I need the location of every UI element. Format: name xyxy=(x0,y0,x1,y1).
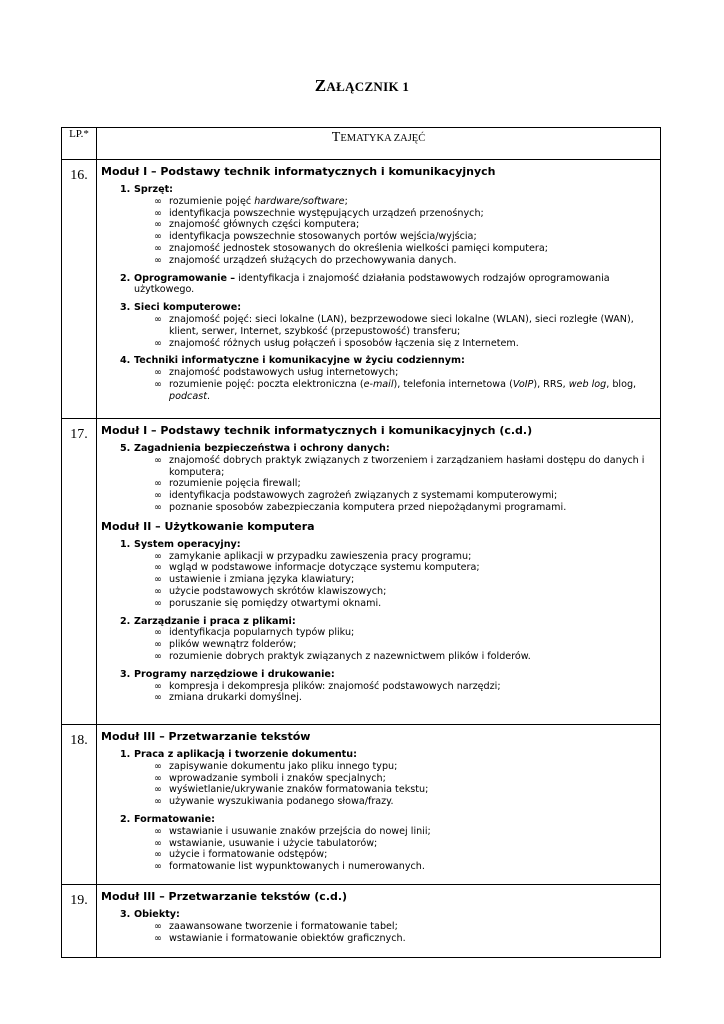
table-row xyxy=(62,884,661,957)
item-text: ), RRS, xyxy=(533,378,569,390)
topics-table xyxy=(61,127,661,958)
section xyxy=(120,273,656,297)
bullet-list xyxy=(120,551,656,610)
item-text: identyfikacja powszechnie stosowanych portów wejścia/wyjścia; xyxy=(169,231,477,243)
item-text: rozumienie pojęcia firewall; xyxy=(169,478,301,490)
section xyxy=(120,302,656,349)
infinity-bullet-icon: ∞ xyxy=(154,313,162,325)
list-item xyxy=(154,562,656,574)
infinity-bullet-icon: ∞ xyxy=(154,825,162,837)
infinity-bullet-icon: ∞ xyxy=(154,501,162,513)
item-text: zaawansowane tworzenie i formatowanie tabel; xyxy=(169,920,398,932)
item-text: znajomość dobrych praktyk związanych z tworzeniem i zarządzaniem hasłami dostępu do danych i komputera; xyxy=(169,454,645,478)
bullet-list xyxy=(120,761,656,808)
item-text: identyfikacja podstawowych zagrożeń związanych z systemami komputerowymi; xyxy=(169,490,558,502)
section-title: Obiekty: xyxy=(134,908,180,920)
item-text: używanie wyszukiwania podanego słowa/frazy. xyxy=(169,796,394,808)
section-number: 3. xyxy=(120,302,131,314)
item-text: zapisywanie dokumentu jako pliku innego typu; xyxy=(169,760,398,772)
infinity-bullet-icon: ∞ xyxy=(154,920,162,932)
item-text: formatowanie list wypunktowanych i numerowanych. xyxy=(169,861,425,873)
header-topic xyxy=(97,128,661,160)
infinity-bullet-icon: ∞ xyxy=(154,932,162,944)
infinity-bullet-icon: ∞ xyxy=(154,574,162,586)
infinity-bullet-icon: ∞ xyxy=(154,796,162,808)
section-heading xyxy=(120,539,656,551)
title-first-letter: Z xyxy=(314,76,327,95)
item-text: rozumienie dobrych praktyk związanych z nazewnictwem plików i folderów. xyxy=(169,650,531,662)
section-number: 1. xyxy=(120,749,131,760)
section-heading xyxy=(120,184,656,196)
list-item xyxy=(154,692,656,704)
item-text: identyfikacja popularnych typów pliku; xyxy=(169,627,355,639)
infinity-bullet-icon: ∞ xyxy=(154,627,162,639)
list-item xyxy=(154,551,656,563)
section-title: Zagadnienia bezpieczeństwa i ochrony danych: xyxy=(134,443,390,454)
item-text: . xyxy=(206,390,211,402)
list-item xyxy=(154,367,656,379)
section-title: Praca z aplikacją i tworzenie dokumentu: xyxy=(134,749,357,760)
list-item xyxy=(154,849,656,861)
italic-term: web log xyxy=(568,378,607,390)
list-item xyxy=(154,574,656,586)
list-item xyxy=(154,219,656,231)
bullet-list xyxy=(120,196,656,267)
item-text: wstawianie i formatowanie obiektów graficznych. xyxy=(169,932,406,944)
section-number: 5. xyxy=(120,443,131,454)
list-item xyxy=(154,379,656,403)
infinity-bullet-icon: ∞ xyxy=(154,242,162,254)
list-item xyxy=(154,196,656,208)
list-item xyxy=(154,243,656,255)
item-text: ), telefonia internetowa ( xyxy=(393,378,513,390)
section-number: 3. xyxy=(120,908,131,920)
list-item xyxy=(154,502,656,514)
bullet-list xyxy=(120,455,656,514)
infinity-bullet-icon: ∞ xyxy=(154,849,162,861)
header-lp: LP.* xyxy=(62,128,97,160)
list-item xyxy=(154,651,656,663)
section xyxy=(120,814,656,873)
section xyxy=(120,669,656,704)
item-text: użycie i formatowanie odstępów; xyxy=(169,849,328,861)
table-row xyxy=(62,419,661,725)
header-topic-rest: EMATYKA ZAJĘĆ xyxy=(340,133,426,144)
item-text: znajomość urządzeń służących do przechowywania danych. xyxy=(169,254,457,266)
section-number: 1. xyxy=(120,184,131,195)
italic-term: podcast xyxy=(169,390,207,402)
item-text: kompresja i dekompresja plików: znajomość podstawowych narzędzi; xyxy=(169,680,501,692)
section-heading xyxy=(120,616,656,628)
italic-term: e-mail xyxy=(363,378,394,390)
section-number: 4. xyxy=(120,355,131,367)
row-content xyxy=(97,419,661,725)
section xyxy=(120,539,656,610)
row-number: 19. xyxy=(62,884,97,957)
section-number: 2. xyxy=(120,272,131,284)
list-item xyxy=(154,921,656,933)
row-content xyxy=(97,884,661,957)
item-text: znajomość głównych części komputera; xyxy=(169,219,360,231)
list-item xyxy=(154,933,656,945)
list-item xyxy=(154,455,656,479)
section-heading xyxy=(120,814,656,826)
row-number: 18. xyxy=(62,725,97,885)
section-number: 2. xyxy=(120,813,131,825)
infinity-bullet-icon: ∞ xyxy=(154,562,162,574)
item-text: identyfikacja powszechnie występujących urządzeń przenośnych; xyxy=(169,207,484,219)
section-title: Oprogramowanie – xyxy=(134,272,236,284)
item-text: użycie podstawowych skrótów klawiszowych; xyxy=(169,585,387,597)
infinity-bullet-icon: ∞ xyxy=(154,861,162,873)
bullet-list xyxy=(120,627,656,662)
list-item xyxy=(154,627,656,639)
list-item xyxy=(154,255,656,267)
bullet-list xyxy=(120,681,656,705)
infinity-bullet-icon: ∞ xyxy=(154,367,162,379)
item-text: wyświetlanie/ukrywanie znaków formatowania tekstu; xyxy=(169,784,429,796)
section-title: Techniki informatyczne i komunikacyjne w życiu codziennym: xyxy=(134,355,465,367)
row-number: 17. xyxy=(62,419,97,725)
table-row xyxy=(62,725,661,885)
list-item xyxy=(154,681,656,693)
section-description: identyfikacja i znajomość działania podstawowych rodzajów oprogramowania xyxy=(235,272,610,284)
section-heading xyxy=(120,443,656,455)
list-item xyxy=(154,208,656,220)
section-title: Sprzęt: xyxy=(134,184,174,195)
document-title xyxy=(0,76,724,96)
infinity-bullet-icon: ∞ xyxy=(154,219,162,231)
infinity-bullet-icon: ∞ xyxy=(154,650,162,662)
list-item xyxy=(154,838,656,850)
module-title: Moduł I – Podstawy technik informatycznych i komunikacyjnych (c.d.) xyxy=(101,424,533,437)
infinity-bullet-icon: ∞ xyxy=(154,639,162,651)
item-text: znajomość pojęć: sieci lokalne (LAN), bezprzewodowe sieci lokalne (WLAN), sieci rozległe (WAN), klient, serwer, Internet, szybkość (przepustowość) transferu; xyxy=(169,313,634,337)
header-topic-first: T xyxy=(331,130,341,145)
item-text: , blog, xyxy=(606,378,637,390)
item-text: znajomość jednostek stosowanych do określenia wielkości pamięci komputera; xyxy=(169,242,548,254)
infinity-bullet-icon: ∞ xyxy=(154,231,162,243)
list-item xyxy=(154,796,656,808)
item-text: ; xyxy=(344,195,348,207)
infinity-bullet-icon: ∞ xyxy=(154,692,162,704)
row-content xyxy=(97,725,661,885)
item-text: wprowadzanie symboli i znaków specjalnych; xyxy=(169,772,386,784)
item-text: znajomość różnych usług połączeń i sposobów łączenia się z Internetem. xyxy=(169,337,519,349)
list-item xyxy=(154,586,656,598)
infinity-bullet-icon: ∞ xyxy=(154,772,162,784)
section-description-continued: użytkowego. xyxy=(134,284,195,296)
section-heading xyxy=(120,909,656,921)
section-title: Formatowanie: xyxy=(134,813,215,825)
section xyxy=(120,443,656,514)
item-text: wgląd w podstawowe informacje dotyczące systemu komputera; xyxy=(169,562,480,574)
infinity-bullet-icon: ∞ xyxy=(154,378,162,390)
infinity-bullet-icon: ∞ xyxy=(154,597,162,609)
section-heading xyxy=(120,355,656,367)
list-item xyxy=(154,773,656,785)
item-text: ustawienie i zmiana języka klawiatury; xyxy=(169,574,355,586)
list-item xyxy=(154,314,656,338)
section-heading xyxy=(120,749,656,761)
bullet-list xyxy=(120,314,656,349)
bullet-list xyxy=(120,826,656,873)
section-number: 1. xyxy=(120,538,131,550)
module-title: Moduł I – Podstawy technik informatycznych i komunikacyjnych xyxy=(101,165,496,178)
bullet-list xyxy=(120,921,656,945)
bullet-list xyxy=(120,367,656,402)
infinity-bullet-icon: ∞ xyxy=(154,454,162,466)
section xyxy=(120,184,656,267)
item-text: poznanie sposobów zabezpieczania komputera przed niepożądanymi programami. xyxy=(169,501,567,513)
item-text: rozumienie pojęć xyxy=(169,195,255,207)
section-heading xyxy=(120,669,656,681)
infinity-bullet-icon: ∞ xyxy=(154,254,162,266)
list-item xyxy=(154,639,656,651)
list-item xyxy=(154,231,656,243)
list-item xyxy=(154,861,656,873)
module-title: Moduł III – Przetwarzanie tekstów xyxy=(101,730,311,743)
list-item xyxy=(154,826,656,838)
infinity-bullet-icon: ∞ xyxy=(154,760,162,772)
list-item xyxy=(154,490,656,502)
infinity-bullet-icon: ∞ xyxy=(154,490,162,502)
infinity-bullet-icon: ∞ xyxy=(154,478,162,490)
section-title: System operacyjny: xyxy=(134,538,241,550)
module-title: Moduł II – Użytkowanie komputera xyxy=(101,519,315,533)
section-title: Programy narzędziowe i drukowanie: xyxy=(134,668,335,680)
section xyxy=(120,616,656,663)
italic-term: hardware/software xyxy=(254,195,345,207)
list-item xyxy=(154,784,656,796)
section xyxy=(120,749,656,808)
infinity-bullet-icon: ∞ xyxy=(154,337,162,349)
section-number: 3. xyxy=(120,668,131,680)
item-text: wstawianie, usuwanie i użycie tabulatorów; xyxy=(169,837,378,849)
list-item xyxy=(154,478,656,490)
table-header-row xyxy=(62,128,661,160)
infinity-bullet-icon: ∞ xyxy=(154,680,162,692)
item-text: rozumienie pojęć: poczta elektroniczna ( xyxy=(169,378,364,390)
list-item xyxy=(154,338,656,350)
infinity-bullet-icon: ∞ xyxy=(154,837,162,849)
infinity-bullet-icon: ∞ xyxy=(154,784,162,796)
section-title: Zarządzanie i praca z plikami: xyxy=(134,615,296,627)
table-row xyxy=(62,160,661,419)
item-text: znajomość podstawowych usług internetowych; xyxy=(169,367,399,379)
italic-term: VoIP xyxy=(512,378,534,390)
row-content xyxy=(97,160,661,419)
item-text: poruszanie się pomiędzy otwartymi oknami. xyxy=(169,597,382,609)
infinity-bullet-icon: ∞ xyxy=(154,195,162,207)
infinity-bullet-icon: ∞ xyxy=(154,207,162,219)
infinity-bullet-icon: ∞ xyxy=(154,585,162,597)
item-text: wstawianie i usuwanie znaków przejścia do nowej linii; xyxy=(169,825,431,837)
list-item xyxy=(154,598,656,610)
module-title: Moduł III – Przetwarzanie tekstów (c.d.) xyxy=(101,889,348,903)
section-number: 2. xyxy=(120,615,131,627)
section xyxy=(120,909,656,944)
infinity-bullet-icon: ∞ xyxy=(154,550,162,562)
section-title: Sieci komputerowe: xyxy=(134,302,242,314)
section xyxy=(120,355,656,402)
item-text: zamykanie aplikacji w przypadku zawieszenia pracy programu; xyxy=(169,550,472,562)
item-text: zmiana drukarki domyślnej. xyxy=(169,692,302,704)
title-rest: AŁĄCZNIK 1 xyxy=(326,79,410,94)
row-number: 16. xyxy=(62,160,97,419)
section-heading xyxy=(120,273,656,285)
list-item xyxy=(154,761,656,773)
item-text: plików wewnątrz folderów; xyxy=(169,639,297,651)
section-heading xyxy=(120,302,656,314)
